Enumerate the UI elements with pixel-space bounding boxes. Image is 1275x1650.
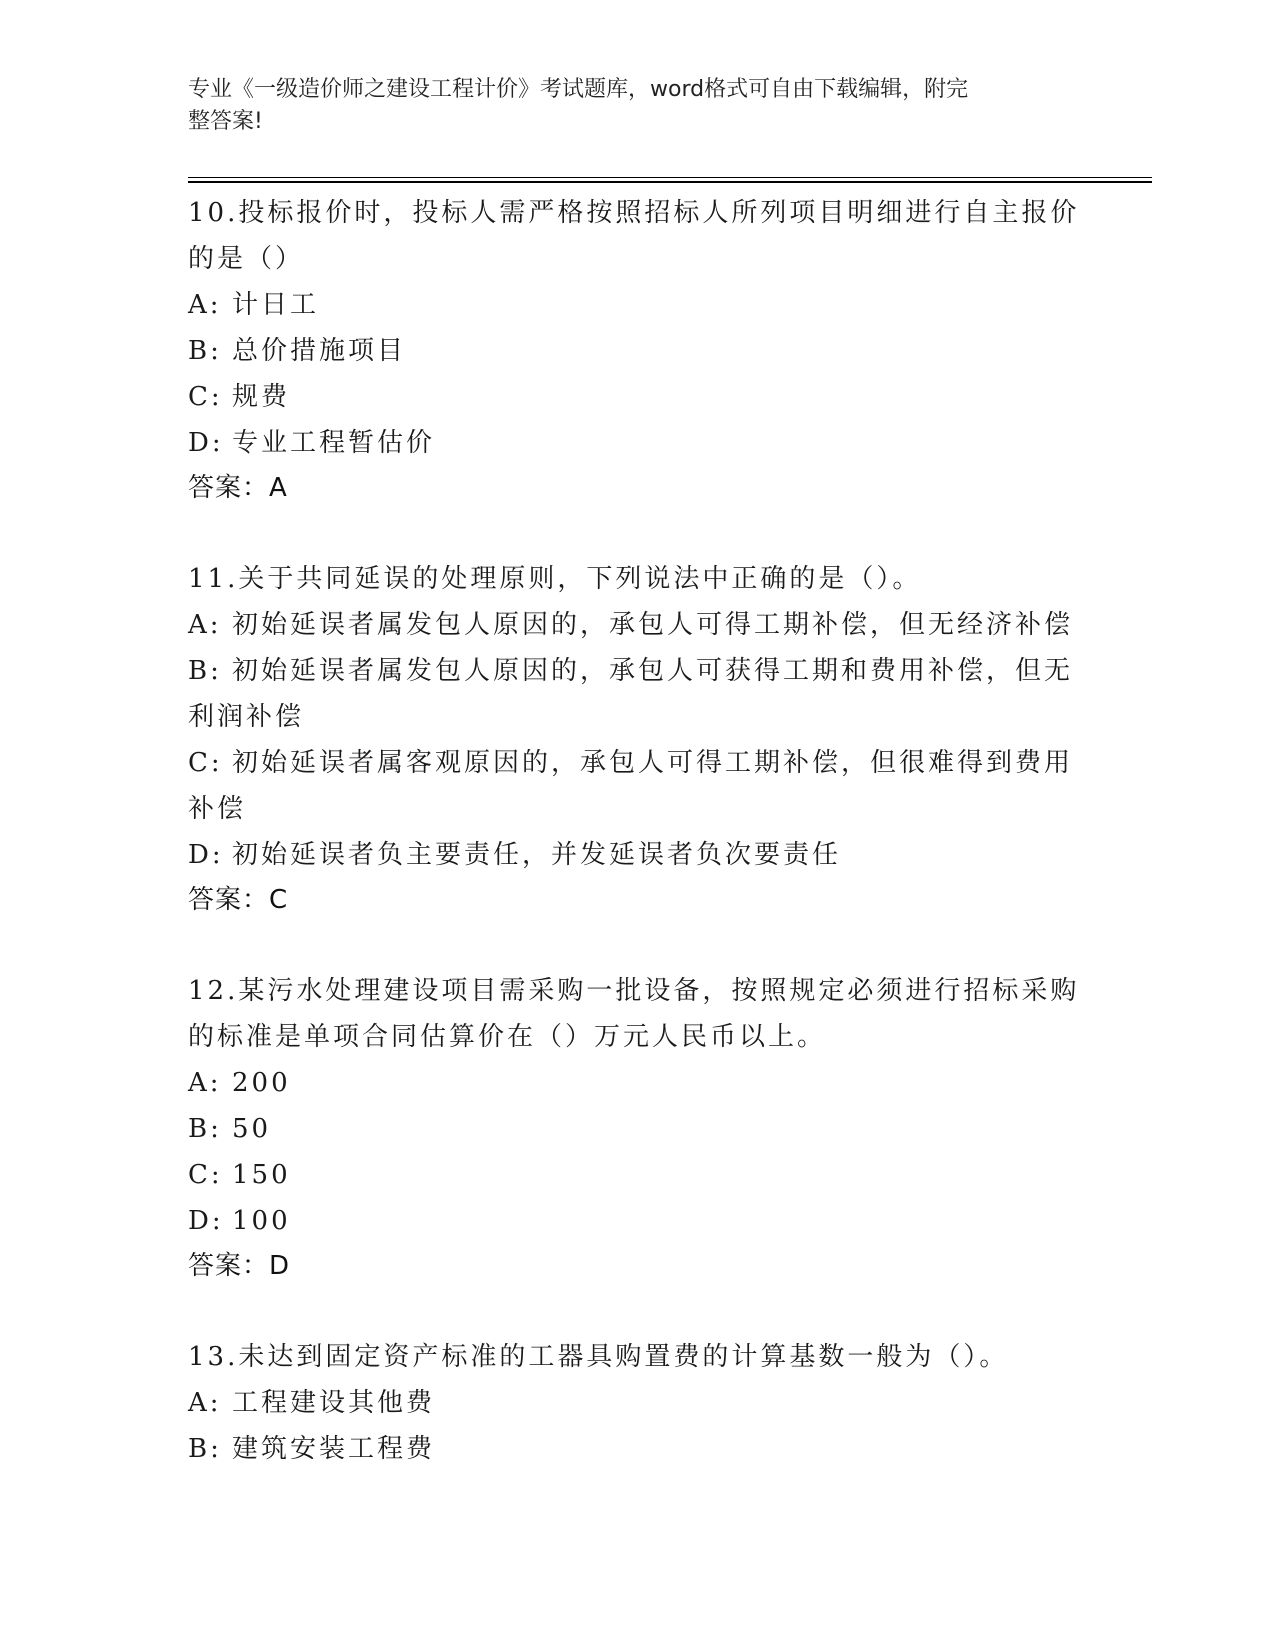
option-letter: B: [188, 1434, 222, 1464]
answer-option [188, 602, 1088, 648]
option-text: 150 [232, 1160, 291, 1190]
option-text: 初始延误者属发包人原因的，承包人可获得工期和费用补偿，但无 [232, 656, 1074, 686]
option-text: 50 [232, 1114, 272, 1144]
header-line-2: 整答案! [188, 109, 263, 134]
question-stem-line: 12.某污水处理建设项目需采购一批设备，按照规定必须进行招标采购 [188, 976, 1080, 1006]
question-stem-line: 11.关于共同延误的处理原则，下列说法中正确的是（）。 [188, 564, 922, 594]
question-block [188, 556, 1088, 922]
option-text: 100 [232, 1206, 291, 1236]
question-stem-line: 的是（） [188, 244, 305, 274]
option-letter: C: [188, 382, 223, 412]
option-letter: B: [188, 336, 222, 366]
option-text: 建筑安装工程费 [232, 1434, 436, 1464]
answer-key: 答案：D [188, 1251, 291, 1281]
option-text: 专业工程暂估价 [232, 428, 436, 458]
answer-option [188, 1152, 1088, 1198]
question-block [188, 190, 1088, 510]
question-block [188, 968, 1088, 1288]
option-text: 规费 [232, 382, 291, 412]
option-letter: B: [188, 656, 222, 686]
option-text: 计日工 [232, 290, 320, 320]
option-letter: A: [188, 290, 222, 320]
answer-key: 答案：A [188, 473, 288, 503]
option-text-continuation: 补偿 [188, 794, 247, 824]
option-letter: D: [188, 1206, 224, 1236]
question-stem-line: 的标准是单项合同估算价在（）万元人民币以上。 [188, 1022, 827, 1052]
option-text: 初始延误者负主要责任，并发延误者负次要责任 [232, 840, 842, 870]
answer-option [188, 328, 1088, 374]
answer-option [188, 1106, 1088, 1152]
answer-option [188, 374, 1088, 420]
option-text: 200 [232, 1068, 291, 1098]
answer-option [188, 648, 1088, 694]
option-letter: D: [188, 840, 224, 870]
option-text: 工程建设其他费 [232, 1388, 436, 1418]
option-letter: C: [188, 1160, 223, 1190]
header-line-1: 专业《一级造价师之建设工程计价》考试题库，word格式可自由下载编辑，附完 [188, 77, 969, 102]
option-letter: C: [188, 748, 223, 778]
option-text: 初始延误者属客观原因的，承包人可得工期补偿，但很难得到费用 [232, 748, 1074, 778]
option-letter: D: [188, 428, 224, 458]
question-block [188, 1334, 1088, 1472]
question-stem-line: 13.未达到固定资产标准的工器具购置费的计算基数一般为（）。 [188, 1342, 1009, 1372]
answer-option [188, 740, 1088, 786]
answer-option [188, 1060, 1088, 1106]
option-letter: A: [188, 1068, 222, 1098]
header-divider-thin [188, 177, 1152, 178]
header-divider-thick [188, 181, 1152, 183]
option-text-continuation: 利润补偿 [188, 702, 305, 732]
answer-key: 答案：C [188, 885, 289, 915]
option-text: 初始延误者属发包人原因的，承包人可得工期补偿，但无经济补偿 [232, 610, 1074, 640]
answer-option [188, 282, 1088, 328]
option-letter: B: [188, 1114, 222, 1144]
question-list [188, 190, 1088, 1518]
question-stem-line: 10.投标报价时，投标人需严格按照招标人所列项目明细进行自主报价 [188, 198, 1080, 228]
answer-option [188, 420, 1088, 466]
document-header [188, 74, 1068, 138]
answer-option [188, 832, 1088, 878]
option-text: 总价措施项目 [232, 336, 407, 366]
answer-option [188, 1426, 1088, 1472]
option-letter: A: [188, 1388, 222, 1418]
answer-option [188, 1380, 1088, 1426]
answer-option [188, 1198, 1088, 1244]
option-letter: A: [188, 610, 222, 640]
